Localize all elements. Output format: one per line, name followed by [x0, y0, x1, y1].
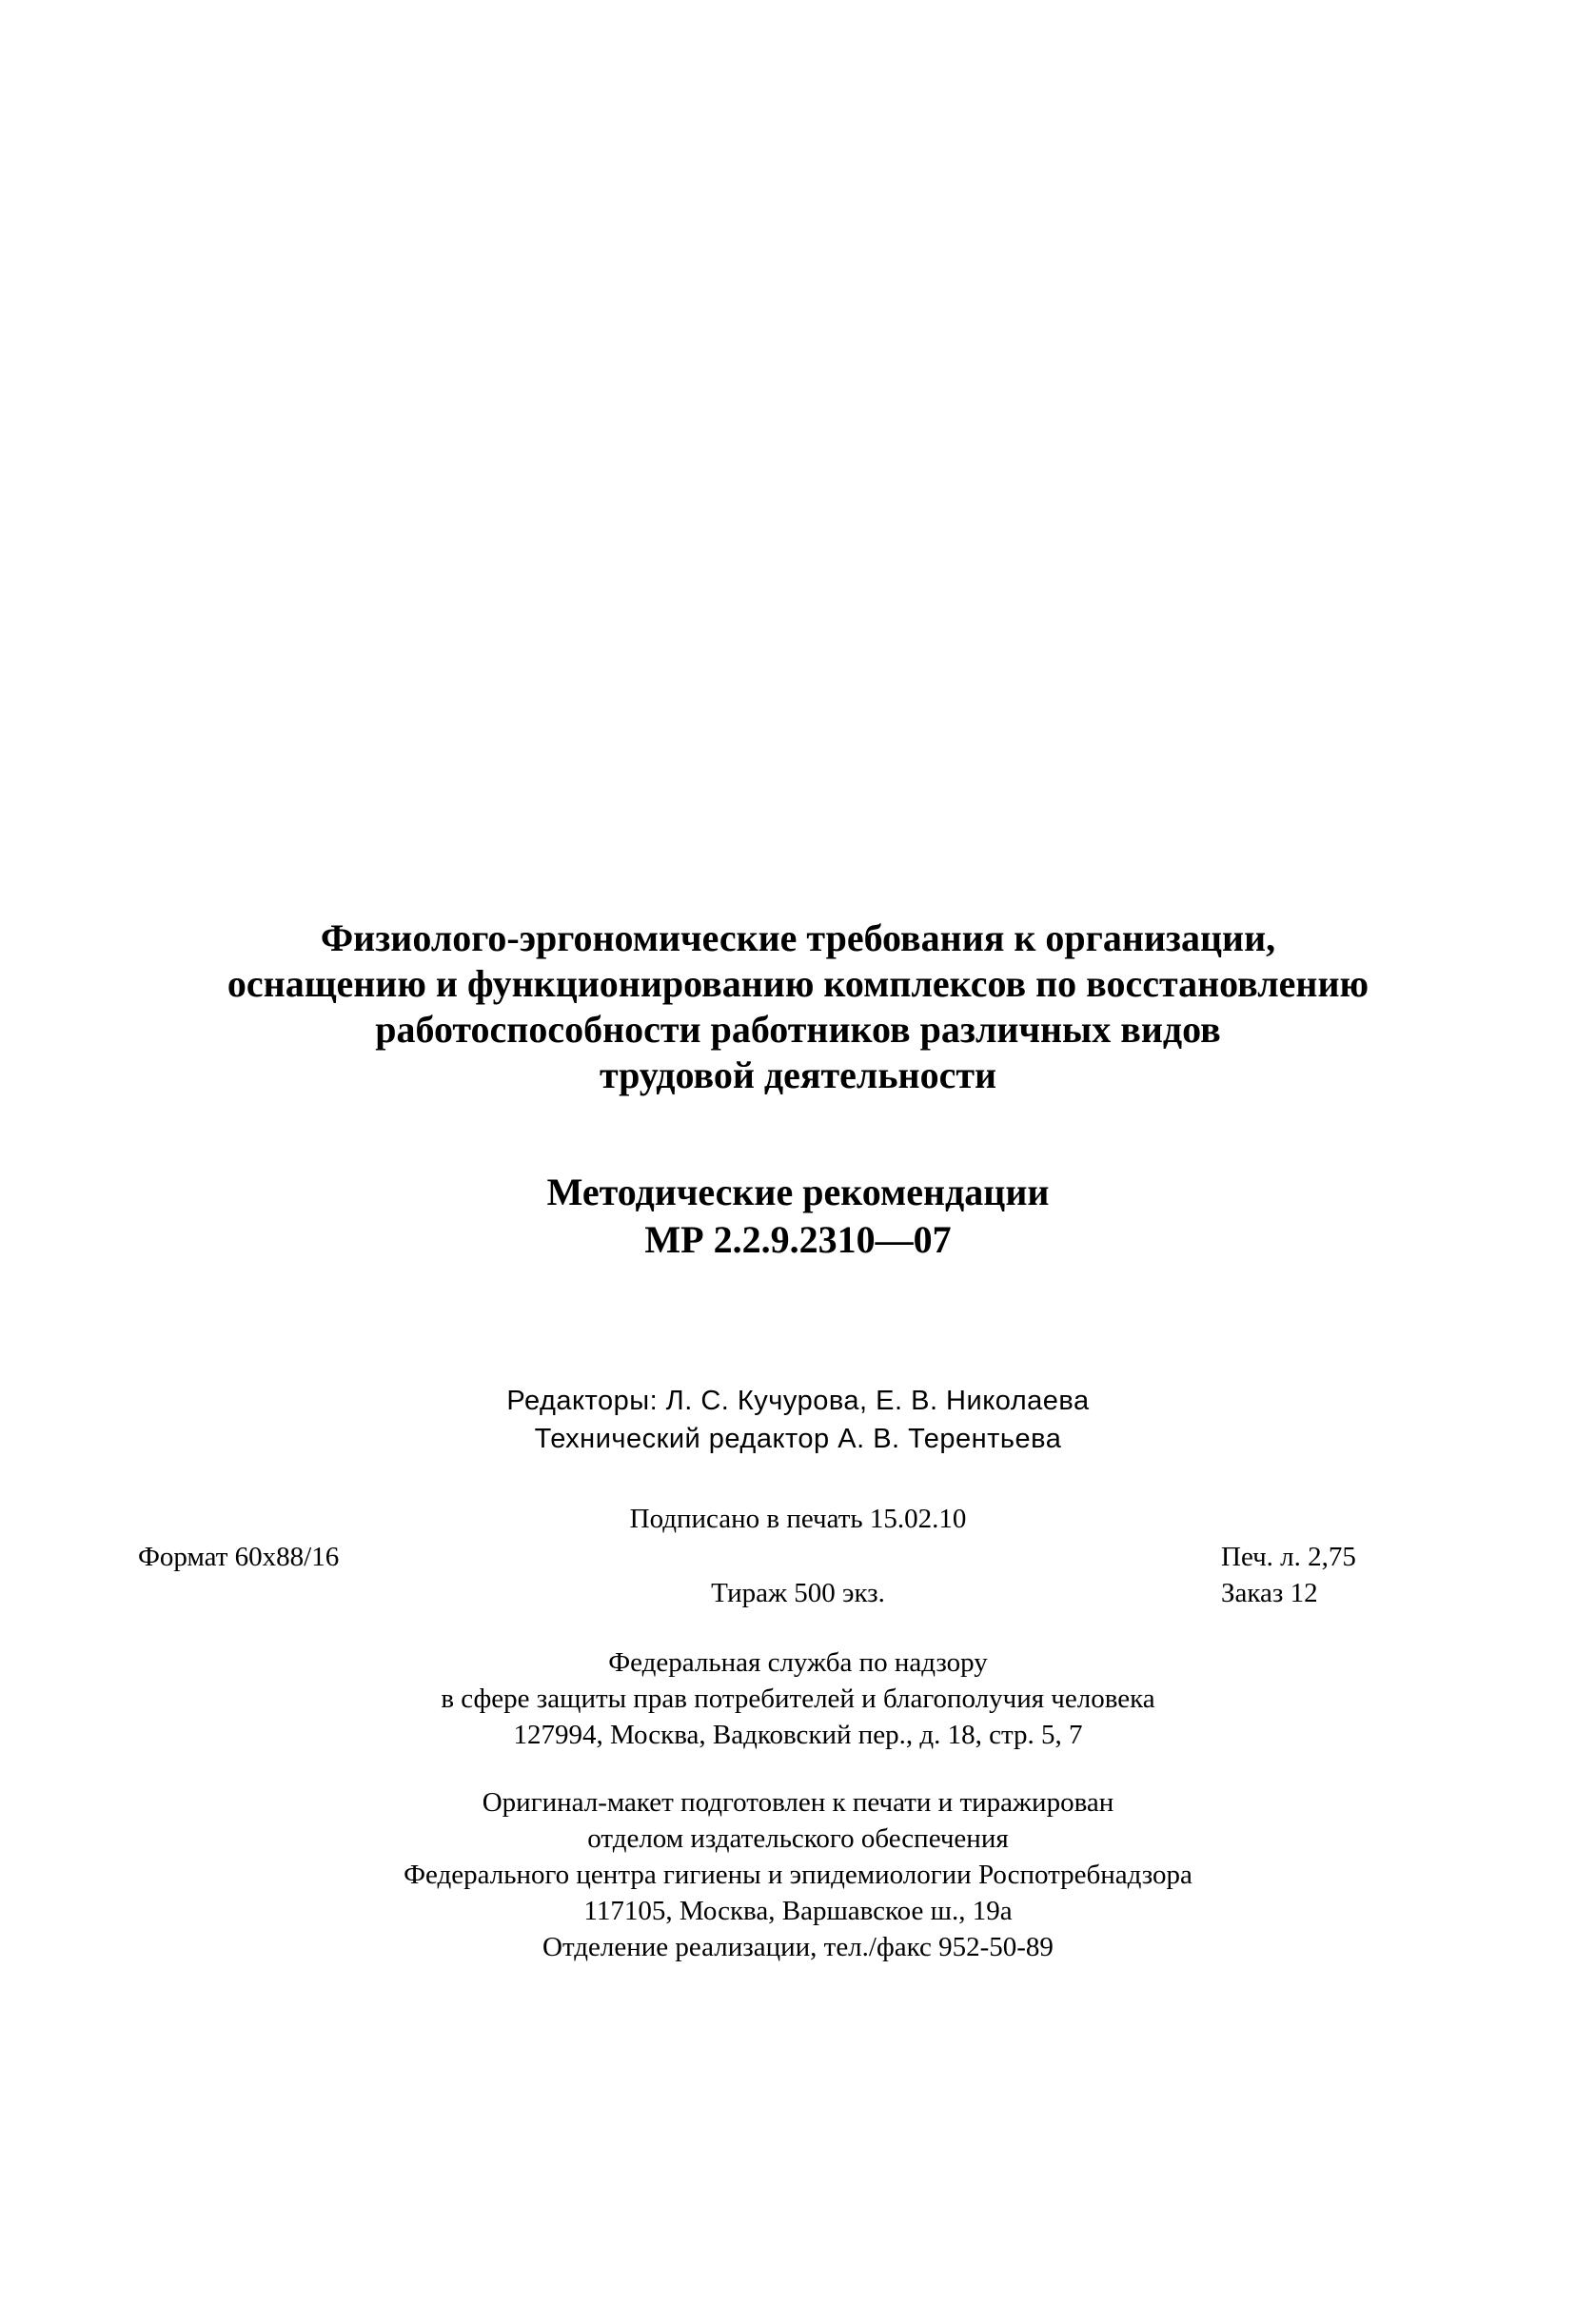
order-info: Заказ 12 — [1221, 1578, 1318, 1608]
editors-block — [0, 1382, 1596, 1458]
title-line: работоспособности работников различных видов — [375, 1008, 1221, 1051]
document-title — [0, 916, 1596, 1098]
printer-block — [0, 1784, 1596, 1965]
sales-contact: Отделение реализации, тел./факс 952-50-89 — [542, 1932, 1054, 1962]
signed-line: Подписано в печать 15.02.10 — [629, 1504, 967, 1534]
printer-address: 117105, Москва, Варшавское ш., 19а — [583, 1896, 1013, 1926]
agency-block — [0, 1644, 1596, 1753]
agency-address: 127994, Москва, Вадковский пер., д. 18, стр. 5, 7 — [513, 1720, 1083, 1750]
printer-line: отделом издательского обеспечения — [587, 1823, 1009, 1854]
agency-line: Федеральная служба по надзору — [608, 1647, 988, 1678]
tech-editor-line: Технический редактор А. В. Терентьева — [534, 1424, 1062, 1454]
signed-date — [0, 1502, 1596, 1536]
printer-line: Федерального центра гигиены и эпидемиологии Роспотребнадзора — [404, 1860, 1192, 1890]
title-line: оснащению и функционированию комплексов по восстановлению — [227, 962, 1369, 1005]
agency-line: в сфере защиты прав потребителей и благополучия человека — [441, 1684, 1155, 1714]
document-type: Методические рекомендации — [546, 1171, 1050, 1213]
title-line: трудовой деятельности — [599, 1054, 997, 1096]
format-info: Формат 60x88/16 — [138, 1542, 340, 1572]
document-code: МР 2.2.9.2310—07 — [644, 1218, 952, 1261]
printer-line: Оригинал-макет подготовлен к печати и тиражирован — [482, 1787, 1114, 1818]
circulation-info: Тираж 500 экз. — [711, 1578, 885, 1608]
title-line: Физиолого-эргономические требования к организации, — [320, 916, 1276, 959]
editors-line: Редакторы: Л. С. Кучурова, Е. В. Николаева — [506, 1386, 1090, 1416]
print-sheets-info: Печ. л. 2,75 — [1221, 1542, 1356, 1572]
document-type-block — [0, 1169, 1596, 1264]
